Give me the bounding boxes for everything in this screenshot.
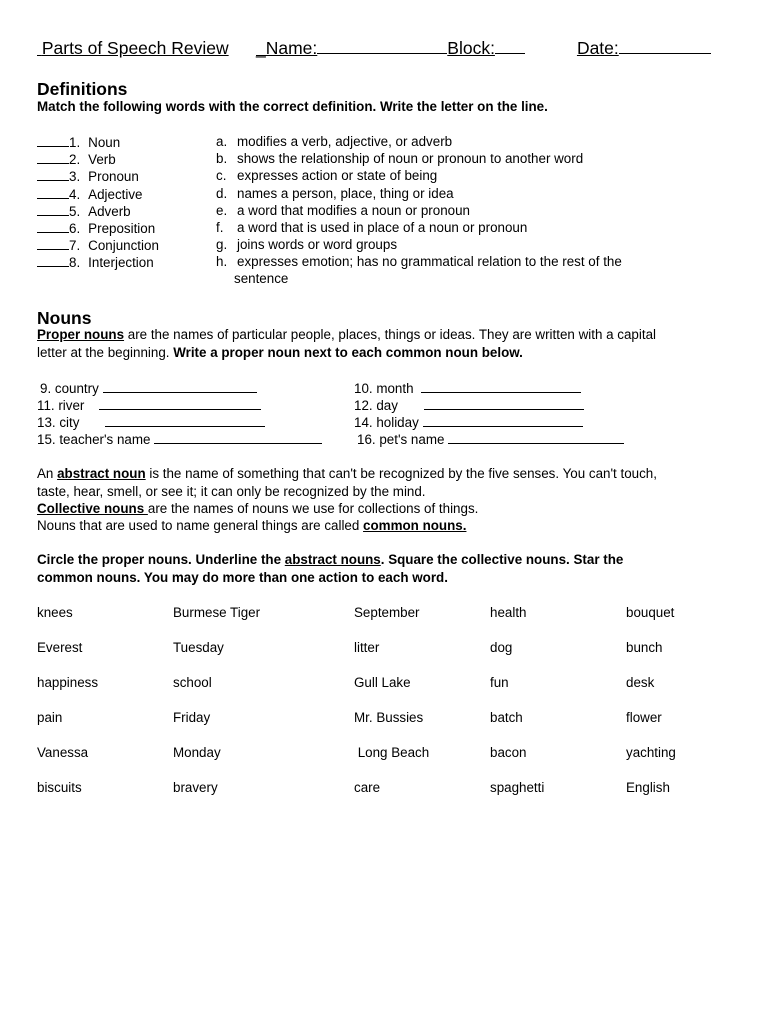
noun-word[interactable]: Friday [173,710,211,725]
definition-term [37,134,120,150]
noun-word[interactable]: bravery [173,780,218,795]
answer-line[interactable] [37,220,69,233]
abstract-noun-term: abstract noun [57,466,146,481]
proper-noun-item: 11. river [37,397,261,413]
choice-letter: c. [216,168,227,184]
noun-word[interactable]: bouquet [626,605,675,620]
abstract-noun-line-1: An abstract noun is the name of something that can't be recognized by the five senses. You can't touch, [37,466,657,481]
answer-line[interactable] [424,397,584,410]
noun-word[interactable]: Monday [173,745,221,760]
term-word: Conjunction [88,238,159,254]
noun-word[interactable]: batch [490,710,523,725]
choice-text: joins words or word groups [237,237,398,253]
definition-choice [216,254,622,269]
term-number: 8. [69,255,81,271]
choice-letter: g. [216,237,228,253]
answer-line[interactable] [37,254,69,267]
proper-nouns-instruction: Write a proper noun next to each common noun below. [173,345,523,360]
term-number: 3. [69,169,81,185]
proper-noun-item: 13. city [37,414,265,430]
term-number: 1. [69,135,81,150]
answer-line[interactable] [421,380,581,393]
answer-line[interactable] [37,203,69,216]
answer-line[interactable] [37,168,69,181]
choice-text: modifies a verb, adjective, or adverb [237,134,453,149]
noun-word[interactable]: bacon [490,745,527,760]
worksheet-title: Parts of Speech Review [41,38,229,58]
definition-term [37,237,159,253]
term-word: Noun [88,135,121,150]
proper-nouns-line-1: Proper nouns are the names of particular people, places, things or ideas. They are written with a capital [37,327,656,342]
answer-line[interactable] [105,414,265,427]
noun-word[interactable]: Tuesday [173,640,224,655]
noun-word[interactable]: dog [490,640,513,655]
term-word: Adverb [88,203,131,219]
choice-letter: a. [216,134,228,149]
noun-word[interactable]: happiness [37,675,99,690]
term-number: 6. [69,221,81,236]
term-number: 4. [69,186,81,202]
term-word: Adjective [88,186,143,202]
collective-noun-line: Collective nouns are the names of nouns we use for collections of things. [37,501,479,516]
term-word: Pronoun [88,169,139,185]
noun-word[interactable]: litter [354,640,380,655]
proper-noun-item: 14. holiday [354,414,583,430]
definition-choice [216,203,470,218]
noun-word[interactable]: pain [37,710,63,725]
noun-word[interactable]: desk [626,675,655,690]
noun-word[interactable]: spaghetti [490,780,545,795]
name-label: _Name: [256,38,318,58]
definition-term [37,203,131,219]
noun-word[interactable]: flower [626,710,662,725]
word-task-line-1: Circle the proper nouns. Underline the abstract nouns. Square the collective nouns. Star the [37,552,624,567]
noun-word[interactable]: Mr. Bussies [354,710,424,725]
noun-word[interactable]: biscuits [37,780,82,795]
choice-text: a word that is used in place of a noun or pronoun [237,220,528,235]
noun-word[interactable]: English [626,780,670,795]
choice-text: names a person, place, thing or idea [237,185,454,201]
choice-letter: b. [216,151,228,167]
noun-word[interactable]: bunch [626,640,663,655]
definition-term [37,151,116,167]
choice-letter: e. [216,202,228,218]
term-word: Verb [88,152,116,168]
noun-word[interactable]: Burmese Tiger [173,605,261,620]
noun-word[interactable]: knees [37,605,73,620]
collective-noun-term: Collective nouns [37,501,148,516]
word-task-line-2: common nouns. You may do more than one action to each word. [37,570,448,585]
common-noun-line: Nouns that are used to name general things are called common nouns. [37,518,467,533]
definition-choice [216,134,452,149]
definition-choice [216,237,397,252]
name-field[interactable] [317,41,447,54]
proper-nouns-term: Proper nouns [37,327,125,342]
term-word: Interjection [88,255,154,271]
noun-word[interactable]: care [354,780,381,795]
answer-line[interactable] [448,431,624,444]
definition-term [37,254,154,270]
block-field[interactable] [495,41,525,54]
answer-line[interactable] [154,431,322,444]
answer-line[interactable] [37,237,69,250]
block-label: Block: [447,38,495,58]
term-number: 7. [69,238,81,254]
term-number: 5. [69,203,81,219]
proper-nouns-line-2: letter at the beginning. Write a proper noun next to each common noun below. [37,345,523,360]
choice-text: shows the relationship of noun or pronoun to another word [237,151,584,167]
noun-word[interactable]: yachting [626,745,676,760]
choice-h-continued: sentence [234,271,289,286]
definition-choice [216,186,454,201]
noun-word[interactable]: Everest [37,640,83,655]
answer-line[interactable] [37,186,69,199]
definition-term [37,186,143,202]
noun-word[interactable]: Gull Lake [354,675,411,690]
noun-word[interactable]: fun [490,675,509,690]
choice-letter: f. [216,220,224,235]
noun-word[interactable]: school [173,675,212,690]
answer-line[interactable] [103,380,257,393]
choice-text: a word that modifies a noun or pronoun [237,202,470,218]
noun-word[interactable]: September [354,605,420,620]
answer-line[interactable] [99,397,261,410]
definitions-heading: Definitions [37,79,128,99]
definition-term [37,220,155,236]
noun-word[interactable]: Long Beach [354,745,430,760]
nouns-heading: Nouns [37,308,92,328]
definition-term [37,168,139,184]
noun-word[interactable]: health [490,605,527,620]
choice-letter: h. [216,254,228,270]
proper-noun-item: 10. month [354,380,581,396]
common-noun-term: common nouns. [363,518,467,533]
choice-letter: d. [216,185,228,201]
proper-noun-item: 12. day [354,397,584,413]
definition-choice [216,168,437,183]
definitions-instruction: Match the following words with the correct definition. Write the letter on the line. [37,99,548,114]
answer-line[interactable] [423,414,583,427]
abstract-noun-line-2: taste, hear, smell, or see it; it can only be recognized by the mind. [37,484,426,499]
choice-text: expresses emotion; has no grammatical relation to the rest of the [237,254,622,270]
proper-noun-item: 16. pet's name [357,431,624,447]
definition-choice [216,151,583,166]
date-label: Date: [576,38,619,58]
proper-noun-item: 9. country [40,380,257,396]
noun-word[interactable]: Vanessa [37,745,89,760]
worksheet-header [37,38,711,59]
answer-line[interactable] [37,151,69,164]
proper-noun-item: 15. teacher's name [37,431,322,447]
answer-line[interactable] [37,134,69,147]
term-number: 2. [69,152,81,168]
date-field[interactable] [619,41,711,54]
term-word: Preposition [88,221,156,236]
choice-text: expresses action or state of being [237,168,438,184]
definition-choice [216,220,527,235]
